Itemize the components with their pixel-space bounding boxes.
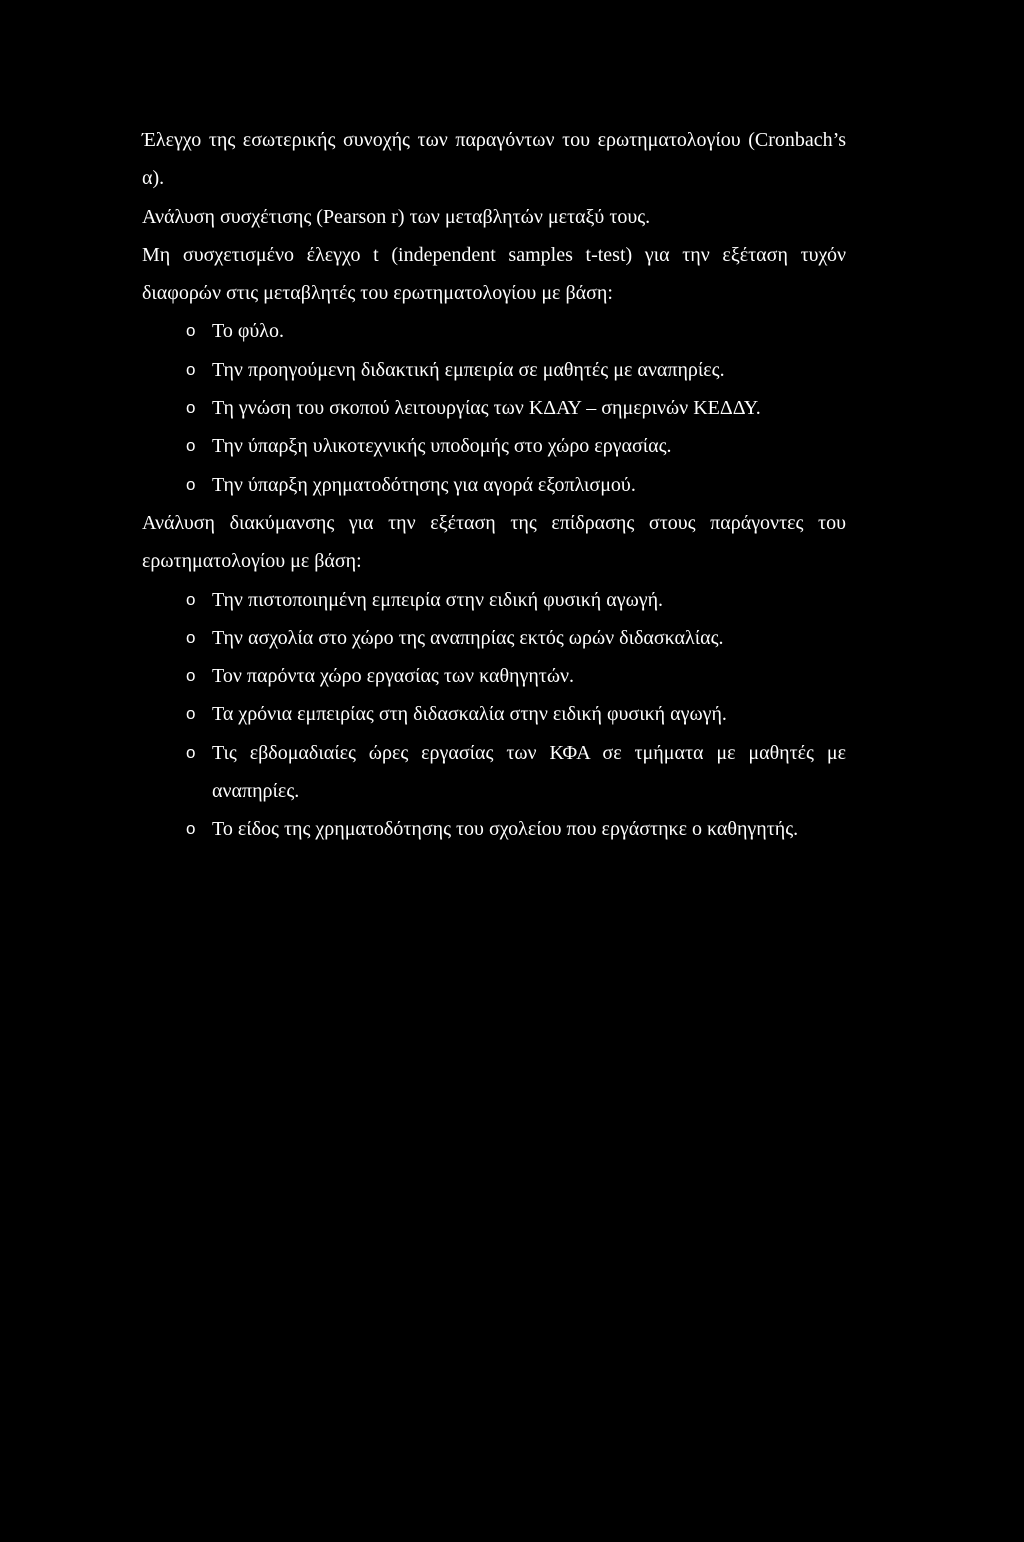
list-item-text: Τις εβδομαδιαίες ώρες εργασίας των ΚΦΑ σε τμήματα με μαθητές με αναπηρίες. (212, 741, 846, 803)
bullet-icon: o (186, 359, 196, 379)
bullet-icon: o (186, 666, 196, 686)
list-item-text: Την ασχολία στο χώρο της αναπηρίας εκτός ωρών διδασκαλίας. (212, 626, 724, 649)
bullet-icon: o (186, 627, 196, 647)
list-item (142, 466, 846, 504)
bullet-icon: o (186, 819, 196, 839)
list-item (142, 734, 846, 811)
paragraph-pearson: Ανάλυση συσχέτισης (Pearson r) των μεταβλητών μεταξύ τους. (142, 205, 651, 228)
ttest-factor-list (142, 312, 846, 503)
list-item (142, 581, 846, 619)
paragraph-anova: Ανάλυση διακύμανσης για την εξέταση της επίδρασης στους παράγοντες του ερωτηματολογίου με βάση: (142, 511, 846, 573)
bullet-icon: o (186, 398, 196, 418)
list-item (142, 619, 846, 657)
list-item (142, 695, 846, 733)
anova-factor-list (142, 581, 846, 849)
list-item-text: Την ύπαρξη χρηματοδότησης για αγορά εξοπλισμού. (212, 473, 636, 496)
list-item (142, 312, 846, 350)
bullet-icon: o (186, 436, 196, 456)
list-item-text: Τη γνώση του σκοπού λειτουργίας των ΚΔΑΥ – σημερινών ΚΕΔΔΥ. (212, 397, 761, 420)
paragraph-cronbach: Έλεγχο της εσωτερικής συνοχής των παραγόντων του ερωτηματολογίου (Cronbach’s α). (142, 129, 846, 190)
list-item (142, 657, 846, 695)
list-item-text: Τα χρόνια εμπειρίας στη διδασκαλία στην ειδική φυσική αγωγή. (212, 703, 727, 726)
bullet-icon: o (186, 742, 196, 762)
list-item-text: Το είδος της χρηματοδότησης του σχολείου που εργάστηκε ο καθηγητής. (212, 818, 799, 841)
list-item-text: Τον παρόντα χώρο εργασίας των καθηγητών. (212, 665, 575, 688)
list-item (142, 351, 846, 389)
list-item (142, 810, 846, 848)
bullet-icon: o (186, 704, 196, 724)
list-item-text: Το φύλο. (212, 320, 284, 343)
paragraph-ttest: Μη συσχετισμένο έλεγχο t (independent samples t-test) για την εξέταση τυχόν διαφορών στις μεταβλητές του ερωτηματολογίου με βάση: (142, 243, 846, 305)
bullet-icon: o (186, 474, 196, 494)
bullet-icon: o (186, 321, 196, 341)
list-item-text: Την ύπαρξη υλικοτεχνικής υποδομής στο χώρο εργασίας. (212, 435, 672, 458)
document-page (142, 121, 846, 849)
list-item-text: Την πιστοποιημένη εμπειρία στην ειδική φυσική αγωγή. (212, 588, 664, 611)
list-item (142, 427, 846, 465)
list-item (142, 389, 846, 427)
bullet-icon: o (186, 589, 196, 609)
list-item-text: Την προηγούμενη διδακτική εμπειρία σε μαθητές με αναπηρίες. (212, 358, 725, 381)
